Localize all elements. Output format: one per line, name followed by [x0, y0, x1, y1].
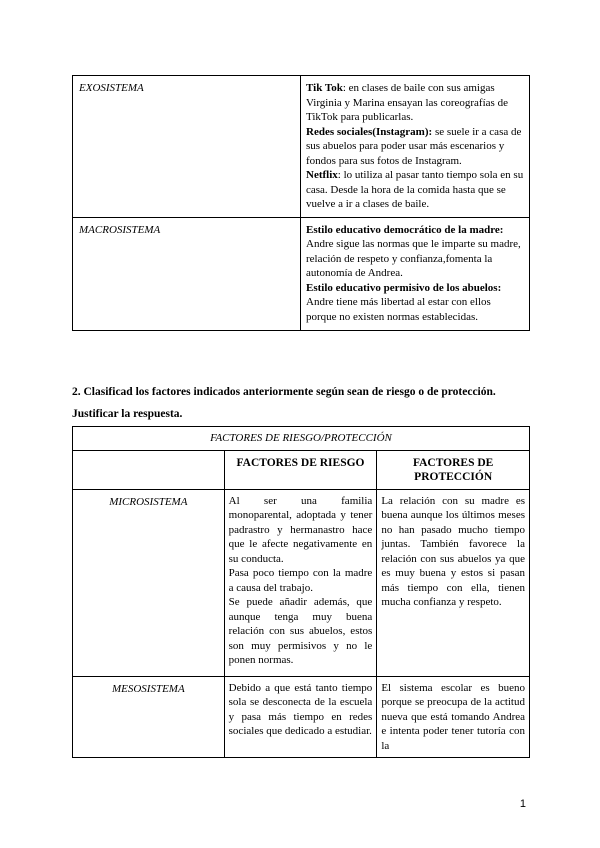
item-text: Andre sigue las normas que le imparte su madre, relación de respeto y confianza,fomenta la autonomía de Andrea. [306, 238, 521, 279]
column-header-risk: FACTORES DE RIESGO [224, 450, 377, 489]
item-text: se suele ir a casa de sus abuelos para poder usar más escenarios y fondos para sus fotos de Instagram. [306, 125, 522, 167]
table-row [73, 217, 530, 331]
item-text: : lo utiliza al pasar tanto tiempo sola en su casa. Desde la hora de la comida hasta que se vuelve a ir a clases de baile. [306, 169, 524, 210]
table-row [73, 76, 530, 218]
description-cell [301, 76, 530, 218]
risk-paragraph: Pasa poco tiempo con la madre a causa del trabajo. [228, 567, 373, 594]
system-cell: MESOSISTEMA [73, 676, 225, 758]
page-number: 1 [519, 798, 526, 810]
item-label: Estilo educativo democrático de la madre: [306, 223, 504, 236]
table-row [73, 489, 530, 676]
protection-cell: La relación con su madre es buena aunque los últimos meses no han pasado mucho tiempo juntas. También favorece la relación con sus abuelos ya que es muy buena y estos si pasan más tiempo con ella, tienen mucha confianza y respeto. [377, 489, 530, 676]
item-label: Estilo educativo permisivo de los abuelos: [306, 281, 502, 294]
item-text: Andre tiene más libertad al estar con ellos porque no existen normas establecidas. [306, 296, 491, 323]
table-title: FACTORES DE RIESGO/PROTECCIÓN [73, 427, 530, 451]
item-label: Netflix [306, 169, 338, 181]
ecosystem-table [72, 75, 530, 331]
section-heading: 2. Clasificad los factores indicados anteriormente según sean de riesgo o de protección. Justificar la respuesta. [72, 386, 496, 420]
risk-protection-table [72, 426, 530, 758]
item-text: : en clases de baile con sus amigas Virginia y Marina ensayan las coreografías de TikTok para publicarlas. [306, 82, 508, 123]
system-cell: MACROSISTEMA [73, 217, 301, 331]
description-cell [301, 217, 530, 331]
protection-cell: El sistema escolar es bueno porque se preocupa de la actitud nueva que está tomando Andrea e intenta poder tener tutoría con la [377, 676, 530, 758]
column-header-protection: FACTORES DE PROTECCIÓN [377, 450, 530, 489]
system-cell: MICROSISTEMA [73, 489, 225, 676]
empty-header-cell [73, 450, 225, 489]
table-row [73, 676, 530, 758]
risk-paragraph: Debido a que está tanto tiempo sola se desconecta de la escuela y pasa más tiempo en redes sociales que dedicado a estudiar. [228, 681, 373, 737]
system-cell: EXOSISTEMA [73, 76, 301, 218]
risk-cell [224, 676, 377, 758]
item-label: Tik Tok [306, 82, 343, 94]
table-header-row [73, 450, 530, 489]
risk-paragraph: Al ser una familia monoparental, adoptada y tener padrastro y hermanastro hace que le afecte negativamente en su conducta. [228, 494, 373, 565]
risk-paragraph: Se puede añadir además, que aunque tenga muy buena relación con sus abuelos, estos son muy permisivos y no le ponen normas. [228, 596, 373, 666]
item-label: Redes sociales(Instagram): [306, 125, 433, 138]
risk-cell [224, 489, 377, 676]
table-title-row [73, 427, 530, 451]
